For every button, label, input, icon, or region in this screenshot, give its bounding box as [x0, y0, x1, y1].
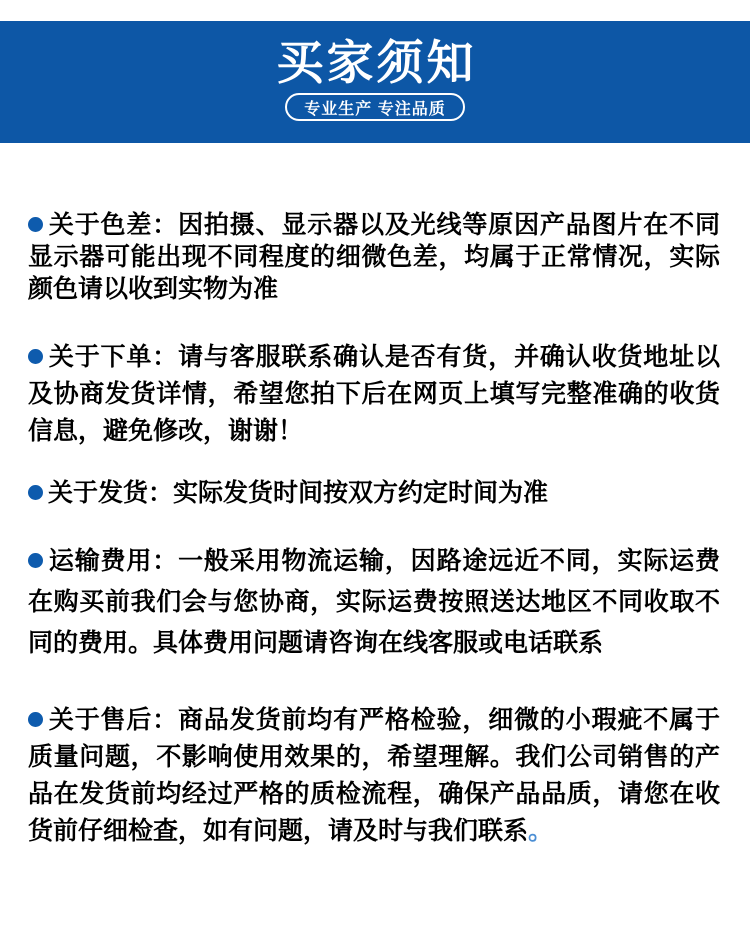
text-line	[28, 209, 720, 241]
text-line-content: 关于下单：请与客服联系确认是否有货，并确认收货地址以	[48, 343, 720, 371]
text-line: 在购买前我们会与您协商，实际运费按照送达地区不同收取不	[28, 588, 720, 616]
tagline-text: 专业生产 专注品质	[304, 100, 446, 118]
text-line: 质量问题，不影响使用效果的，希望理解。我们公司销售的产	[28, 743, 720, 771]
text-line: 同的费用。具体费用问题请咨询在线客服或电话联系	[28, 629, 604, 657]
bullet-dot-icon	[28, 349, 43, 364]
text-line-content: 关于色差：因拍摄、显示器以及光线等原因产品图片在不同	[48, 211, 720, 239]
page-title: 买家须知	[276, 36, 477, 89]
text-line-content: 关于售后：商品发货前均有严格检验，细微的小瑕疵不属于	[48, 706, 720, 734]
notice-paragraph-ordering	[28, 339, 720, 450]
text-line: 显示器可能出现不同程度的细微色差，均属于正常情况，实际	[28, 243, 720, 271]
accent-period: 。	[528, 817, 554, 845]
text-line-content: 货前仔细检查，如有问题，请及时与我们联系	[28, 817, 529, 845]
bullet-dot-icon	[28, 553, 43, 568]
banner	[0, 21, 750, 143]
notice-paragraph-freight	[28, 541, 720, 664]
notice-paragraph-shipping	[28, 475, 720, 512]
notice-body	[0, 209, 750, 850]
text-line	[28, 541, 720, 582]
bullet-dot-icon	[28, 712, 43, 727]
text-line	[28, 339, 720, 376]
bullet-dot-icon	[28, 217, 43, 232]
text-line: 颜色请以收到实物为准	[28, 275, 279, 303]
text-line-content: 运输费用：一般采用物流运输，因路途远近不同，实际运费	[48, 547, 720, 575]
text-line: 信息，避免修改，谢谢！	[28, 417, 304, 445]
text-line: 品在发货前均经过严格的质检流程，确保产品品质，请您在收	[28, 780, 720, 808]
text-line: 及协商发货详情，希望您拍下后在网页上填写完整准确的收货	[28, 380, 720, 408]
notice-paragraph-color-difference	[28, 209, 720, 305]
bullet-dot-icon	[28, 485, 43, 500]
text-line	[28, 813, 720, 850]
text-line-content: 关于发货：实际发货时间按双方约定时间为准	[48, 479, 549, 507]
text-line	[28, 475, 720, 512]
notice-paragraph-aftersale	[28, 702, 720, 850]
tagline-pill	[285, 93, 464, 121]
text-line	[28, 702, 720, 739]
